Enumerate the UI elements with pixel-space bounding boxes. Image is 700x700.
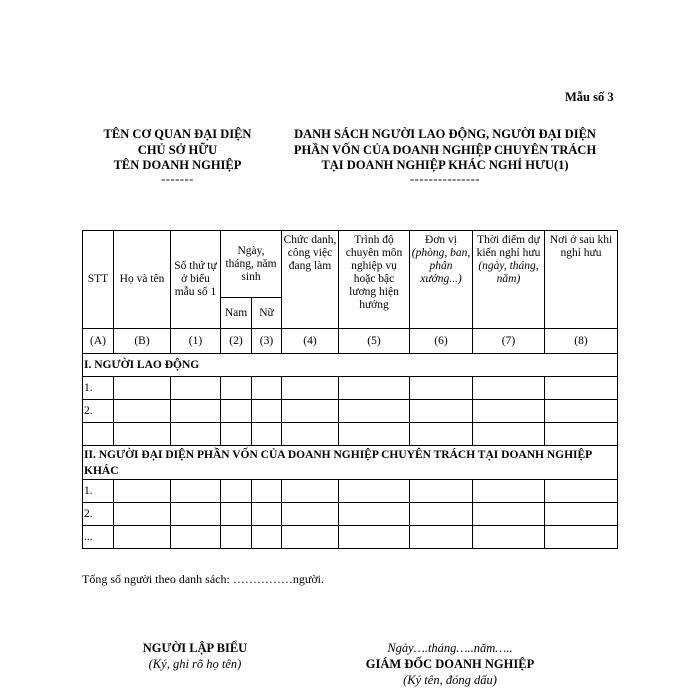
header-form-number: Số thứ tự ở biểu mẫu số 1 xyxy=(171,231,221,329)
column-labels-row xyxy=(83,329,618,354)
agency-divider: ------- xyxy=(161,171,194,186)
retirement-list-table xyxy=(82,230,618,549)
header-retirement-sub: (ngày, tháng, năm) xyxy=(478,260,539,285)
header-residence: Nơi ở sau khi nghỉ hưu xyxy=(545,231,618,329)
document-title xyxy=(275,127,615,185)
enterprise-line: TÊN DOANH NGHIỆP xyxy=(113,158,242,172)
director-signature xyxy=(330,640,570,688)
col-label: (A) xyxy=(83,329,114,354)
col-label: (4) xyxy=(282,329,339,354)
header-retirement-time xyxy=(473,231,545,329)
table-row xyxy=(83,377,618,400)
col-label: (B) xyxy=(114,329,171,354)
preparer-title: NGƯỜI LẬP BIỂU xyxy=(142,641,248,655)
row-number: 1. xyxy=(83,377,114,400)
agency-line-1: TÊN CƠ QUAN ĐẠI DIỆN xyxy=(103,127,252,141)
table-row xyxy=(83,503,618,526)
header-name: Họ và tên xyxy=(114,231,171,329)
section-1-title: I. NGƯỜI LAO ĐỘNG xyxy=(83,354,618,377)
col-label: (7) xyxy=(473,329,545,354)
col-label: (8) xyxy=(545,329,618,354)
preparer-signature xyxy=(80,640,310,672)
header-qualification: Trình độ chuyên môn nghiệp vụ hoặc bậc lương hiện hưởng xyxy=(339,231,410,329)
header-male: Nam xyxy=(221,298,252,329)
col-label: (3) xyxy=(252,329,282,354)
header-position: Chức danh, công việc đang làm xyxy=(282,231,339,329)
row-number: 2. xyxy=(83,503,114,526)
table-row xyxy=(83,400,618,423)
header-stt: STT xyxy=(83,231,114,329)
total-count-line: Tổng số người theo danh sách: ……………người. xyxy=(82,572,325,586)
section-2-title: II. NGƯỜI ĐẠI DIỆN PHẦN VỐN CỦA DOANH NGHIỆP CHUYÊN TRÁCH TẠI DOANH NGHIỆP KHÁC xyxy=(83,446,618,480)
title-divider: --------------- xyxy=(410,171,480,186)
header-unit xyxy=(410,231,473,329)
table-row xyxy=(83,480,618,503)
col-label: (2) xyxy=(221,329,252,354)
title-line-1: DANH SÁCH NGƯỜI LAO ĐỘNG, NGƯỜI ĐẠI DIỆN xyxy=(294,127,596,141)
preparer-note: (Ký, ghi rõ họ tên) xyxy=(148,657,242,671)
director-title: GIÁM ĐỐC DOANH NGHIỆP xyxy=(365,657,535,671)
header-female: Nữ xyxy=(252,298,282,329)
signature-date: Ngày….tháng…..năm….. xyxy=(387,641,513,655)
table-row xyxy=(83,423,618,446)
row-number xyxy=(83,423,114,446)
col-label: (5) xyxy=(339,329,410,354)
row-number: 1. xyxy=(83,480,114,503)
col-label: (1) xyxy=(171,329,221,354)
header-date-of-birth: Ngày, tháng, năm sinh xyxy=(221,231,282,298)
row-number: 2. xyxy=(83,400,114,423)
title-line-2: PHẦN VỐN CỦA DOANH NGHIỆP CHUYÊN TRÁCH xyxy=(293,142,597,157)
header-unit-main: Đơn vị xyxy=(425,234,457,246)
header-unit-sub: (phòng, ban, phân xưởng...) xyxy=(411,247,471,285)
row-number: ... xyxy=(83,526,114,549)
title-line-3: TẠI DOANH NGHIỆP KHÁC NGHỈ HƯU(1) xyxy=(321,158,569,172)
agency-header xyxy=(80,127,275,185)
table-row xyxy=(83,526,618,549)
director-note: (Ký tên, đóng dấu) xyxy=(403,673,497,687)
header-retirement-main: Thời điểm dự kiến nghỉ hưu xyxy=(476,234,541,259)
col-label: (6) xyxy=(410,329,473,354)
agency-line-2: CHỦ SỞ HỮU xyxy=(137,142,218,157)
form-number: Mẫu số 3 xyxy=(565,90,614,104)
